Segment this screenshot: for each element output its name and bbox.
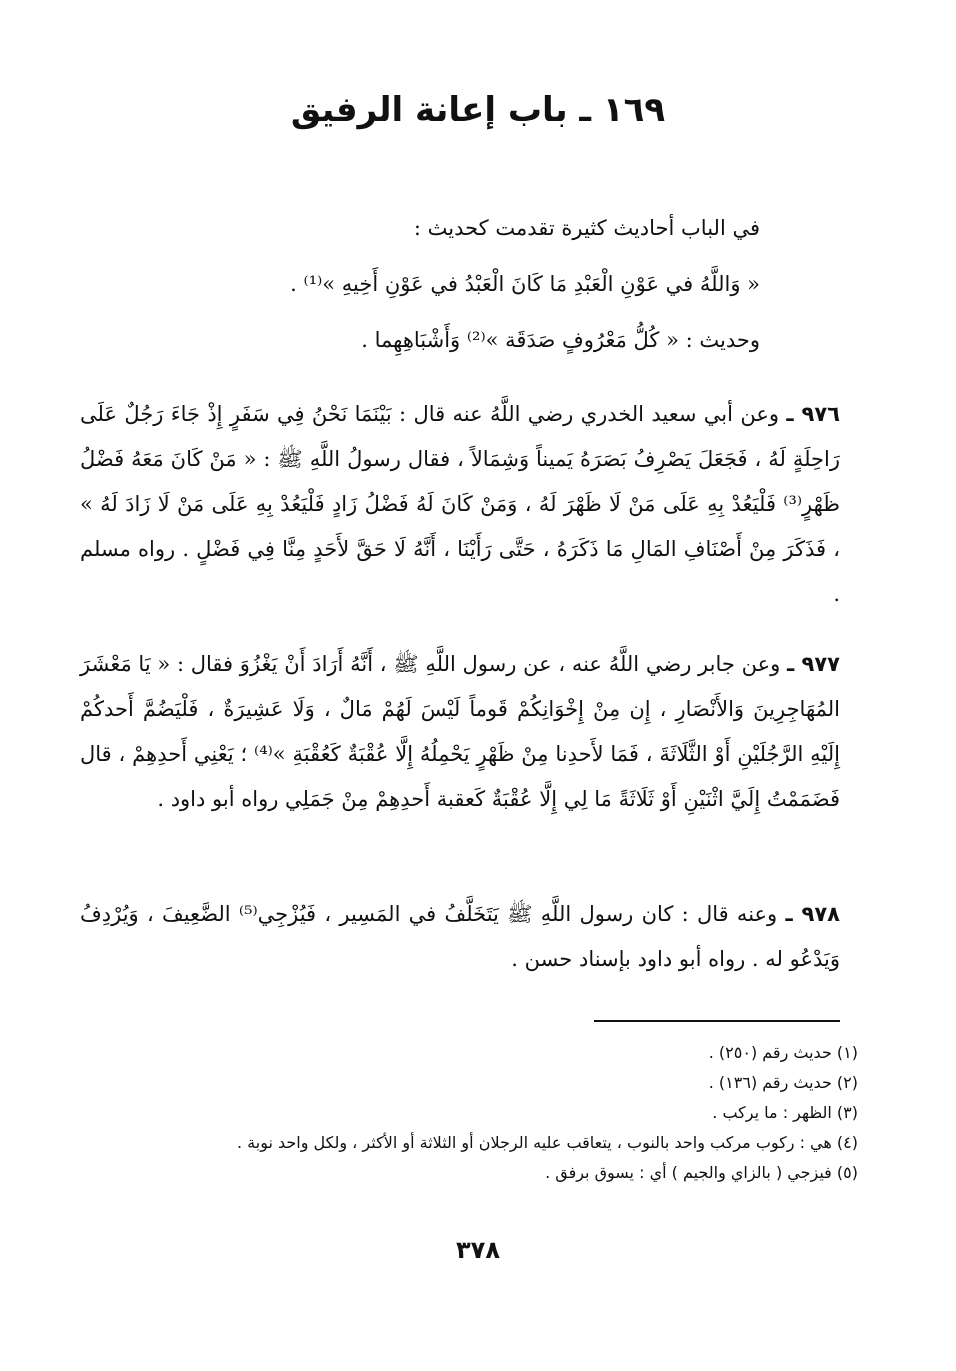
hadith-text: وعن أبي سعيد الخدري رضي اللَّهُ عنه قال : بَيْنَمَا نَحْنُ فِي سَفَرٍ إِذْ جَاءَ رَجُلٌ عَلَى رَاحِلَةٍ لَهُ ، فَجَعَلَ يَصْرِفُ بَصَرَهُ يَميناً وَشِمَالاً ، فقال رسولُ اللَّهِ ﷺ : « مَنْ كَانَ مَعَهُ فَضْلُ ظَهْرٍ⁽³⁾ فَلْيَعُدْ بِهِ عَلَى مَنْ لَا ظَهْرَ لَهُ ، وَمَنْ كَانَ لَهُ فَضْلُ زَادٍ فَلْيَعُدْ بِهِ عَلَى مَنْ لَا زَادَ لَهُ » ، فَذَكَرَ مِنْ أَصْنَافِ المَالِ مَا ذَكَرَهُ ، حَتَّى رَأَيْنَا ، أَنَّهُ لَا حَقَّ لأَحَدٍ مِنَّا فِي فَضْلٍ . رواه مسلم . <box>80 402 840 606</box>
footnote-5: (٥) فيزجي ( بالزاي والجيم ) أي : يسوق برفق . <box>545 1163 858 1182</box>
hadith-number: ٩٧٧ ـ <box>786 652 840 676</box>
hadith-text: وعنه قال : كان رسول اللَّهِ ﷺ يَتَخَلَّفُ في المَسِير ، فَيُزْجِي⁽⁵⁾ الضَّعِيفَ ، وَيُرْدِفُ وَيَدْعُو له . رواه أبو داود بإسناد حسن . <box>80 902 840 971</box>
hadith-976 <box>80 392 840 617</box>
intro-line: في الباب أحاديث كثيرة تقدمت كحديث : <box>413 216 760 240</box>
hadith-paragraph <box>80 892 840 982</box>
intro-quote-line: « وَاللَّهُ في عَوْنِ الْعَبْدِ مَا كَانَ الْعَبْدُ في عَوْنِ أَخِيهِ »⁽¹⁾ . <box>290 272 760 296</box>
footnote-4: (٤) هي : ركوب مركب واحد بالنوب ، يتعاقب عليه الرجلان أو الثلاثة أو الأكثر ، ولكل واحد نوبة . <box>236 1133 858 1152</box>
chapter-title: ١٦٩ ـ باب إعانة الرفيق <box>290 90 666 130</box>
footnote-divider <box>594 1020 840 1022</box>
hadith-paragraph <box>80 642 840 822</box>
intro-line: وحديث : « كُلُّ مَعْرُوفٍ صَدَقَة »⁽²⁾ وَأَشْبَاهِهِما . <box>361 328 760 352</box>
footnote-1: (١) حديث رقم (٢٥٠) . <box>708 1043 858 1062</box>
chapter-intro <box>150 200 760 368</box>
hadith-977 <box>80 642 840 822</box>
hadith-paragraph <box>80 392 840 617</box>
footnote-2: (٢) حديث رقم (١٣٦) . <box>708 1073 858 1092</box>
hadith-number: ٩٧٨ ـ <box>785 902 840 926</box>
hadith-978 <box>80 892 840 982</box>
hadith-number: ٩٧٦ ـ <box>786 402 840 426</box>
page-number: ٣٧٨ <box>456 1236 500 1264</box>
footnote-3: (٣) الظهر : ما يركب . <box>712 1103 858 1122</box>
hadith-text: وعن جابر رضي اللَّهُ عنه ، عن رسول اللَّهِ ﷺ ، أَنَّهُ أَرَادَ أَنْ يَغْزُوَ فقال : « يَا مَعْشَرَ المُهَاجِرِينَ وَالأَنْصَارِ ، إِن مِنْ إِخْوَانِكُمْ قَوماً لَيْسَ لَهُمْ مَالٌ ، وَلَا عَشِيرَةٌ ، فَلْيَضُمَّ أَحدكُمْ إِلَيْهِ الرَّجُلَيْنِ أَوْ الثَّلَاثَةَ ، فَمَا لأَحدِنا مِنْ ظَهْرٍ يَحْمِلُهُ إِلَّا عُقْبَةٌ كَعُقْبَةِ »⁽⁴⁾ ؛ يَعْنِي أَحدِهِمْ ، قال فَضَمَمْتُ إِلَيَّ اثْنَيْنِ أَوْ ثَلَاثَةً مَا لِي إِلَّا عُقْبَةٌ كَعقبة أَحدِهِمْ مِنْ جَمَلِي رواه أبو داود . <box>80 652 840 811</box>
footnotes <box>90 1038 858 1188</box>
